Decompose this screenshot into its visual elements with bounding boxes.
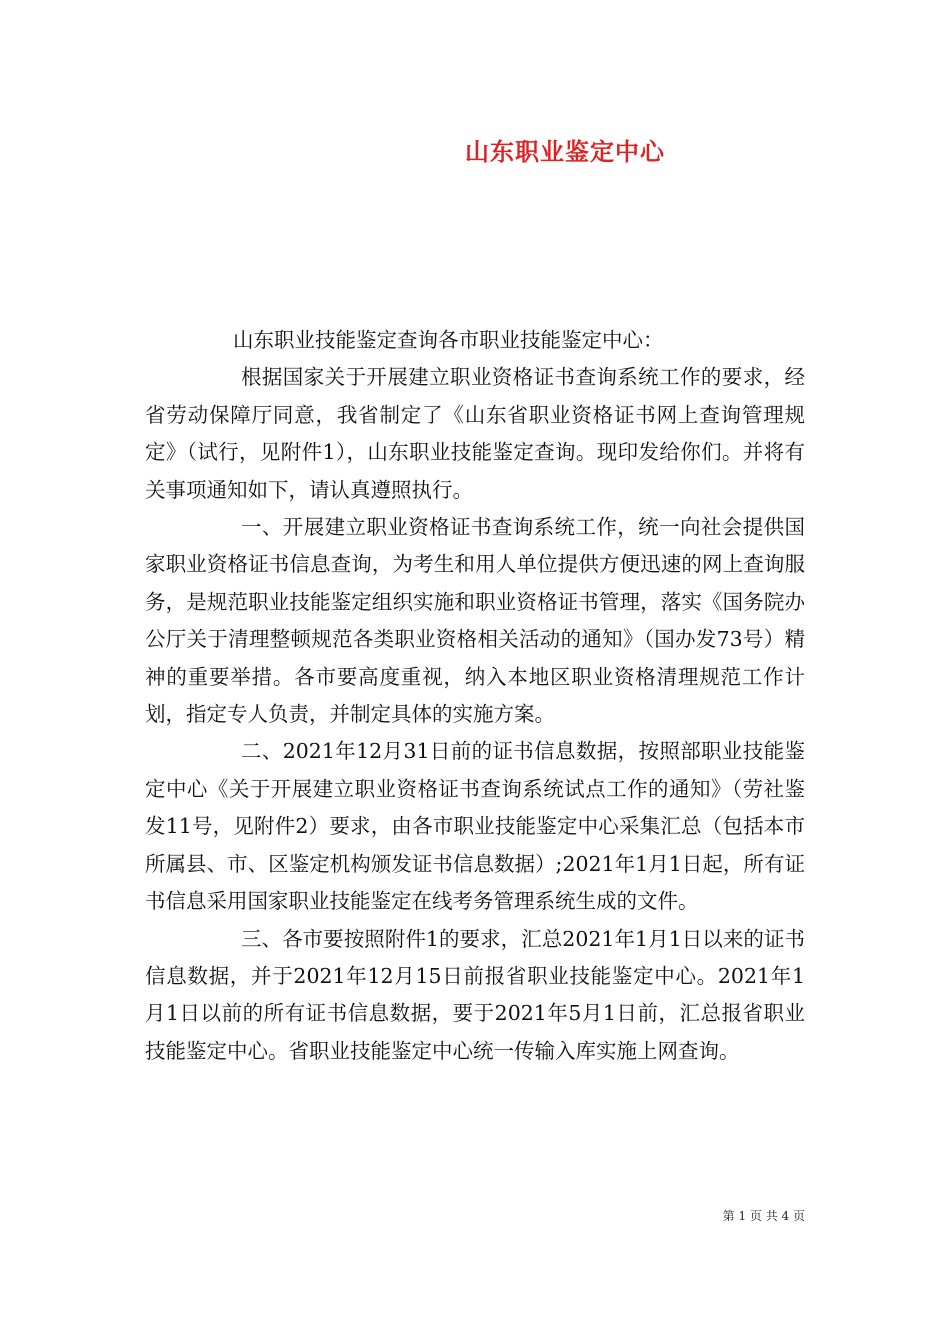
paragraph-item-1: 一、开展建立职业资格证书查询系统工作，统一向社会提供国家职业资格证书信息查询，为考生和用人单位提供方便迅速的网上查询服务，是规范职业技能鉴定组织实施和职业资格证书管理，落实《国务院办公厅关于清理整顿规范各类职业资格相关活动的通知》（国办发73号）精神的重要举措。各市要高度重视，纳入本地区职业资格清理规范工作计划，指定专人负责，并制定具体的实施方案。 [145, 515, 805, 727]
salutation: 山东职业技能鉴定查询各市职业技能鉴定中心： [233, 328, 664, 352]
document-title: 山东职业鉴定中心 [465, 137, 665, 166]
page-footer: 第 1 页 共 4 页 [722, 1209, 805, 1223]
paragraph-item-3: 三、各市要按照附件1的要求，汇总2021年1月1日以来的证书信息数据，并于2021年12月15日前报省职业技能鉴定中心。2021年1月1日以前的所有证书信息数据，要于2021年5月1日前，汇总报省职业技能鉴定中心。省职业技能鉴定中心统一传输入库实施上网查询。 [145, 926, 805, 1063]
paragraph-intro: 根据国家关于开展建立职业资格证书查询系统工作的要求，经省劳动保障厅同意，我省制定了《山东省职业资格证书网上查询管理规定》（试行，见附件1），山东职业技能鉴定查询。现印发给你们。并将有关事项通知如下，请认真遵照执行。 [145, 365, 805, 502]
document-body [145, 322, 805, 1070]
paragraph-item-2: 二、2021年12月31日前的证书信息数据，按照部职业技能鉴定中心《关于开展建立职业资格证书查询系统试点工作的通知》（劳社鉴发11号，见附件2）要求，由各市职业技能鉴定中心采集汇总（包括本市所属县、市、区鉴定机构颁发证书信息数据）;2021年1月1日起，所有证书信息采用国家职业技能鉴定在线考务管理系统生成的文件。 [145, 739, 805, 914]
